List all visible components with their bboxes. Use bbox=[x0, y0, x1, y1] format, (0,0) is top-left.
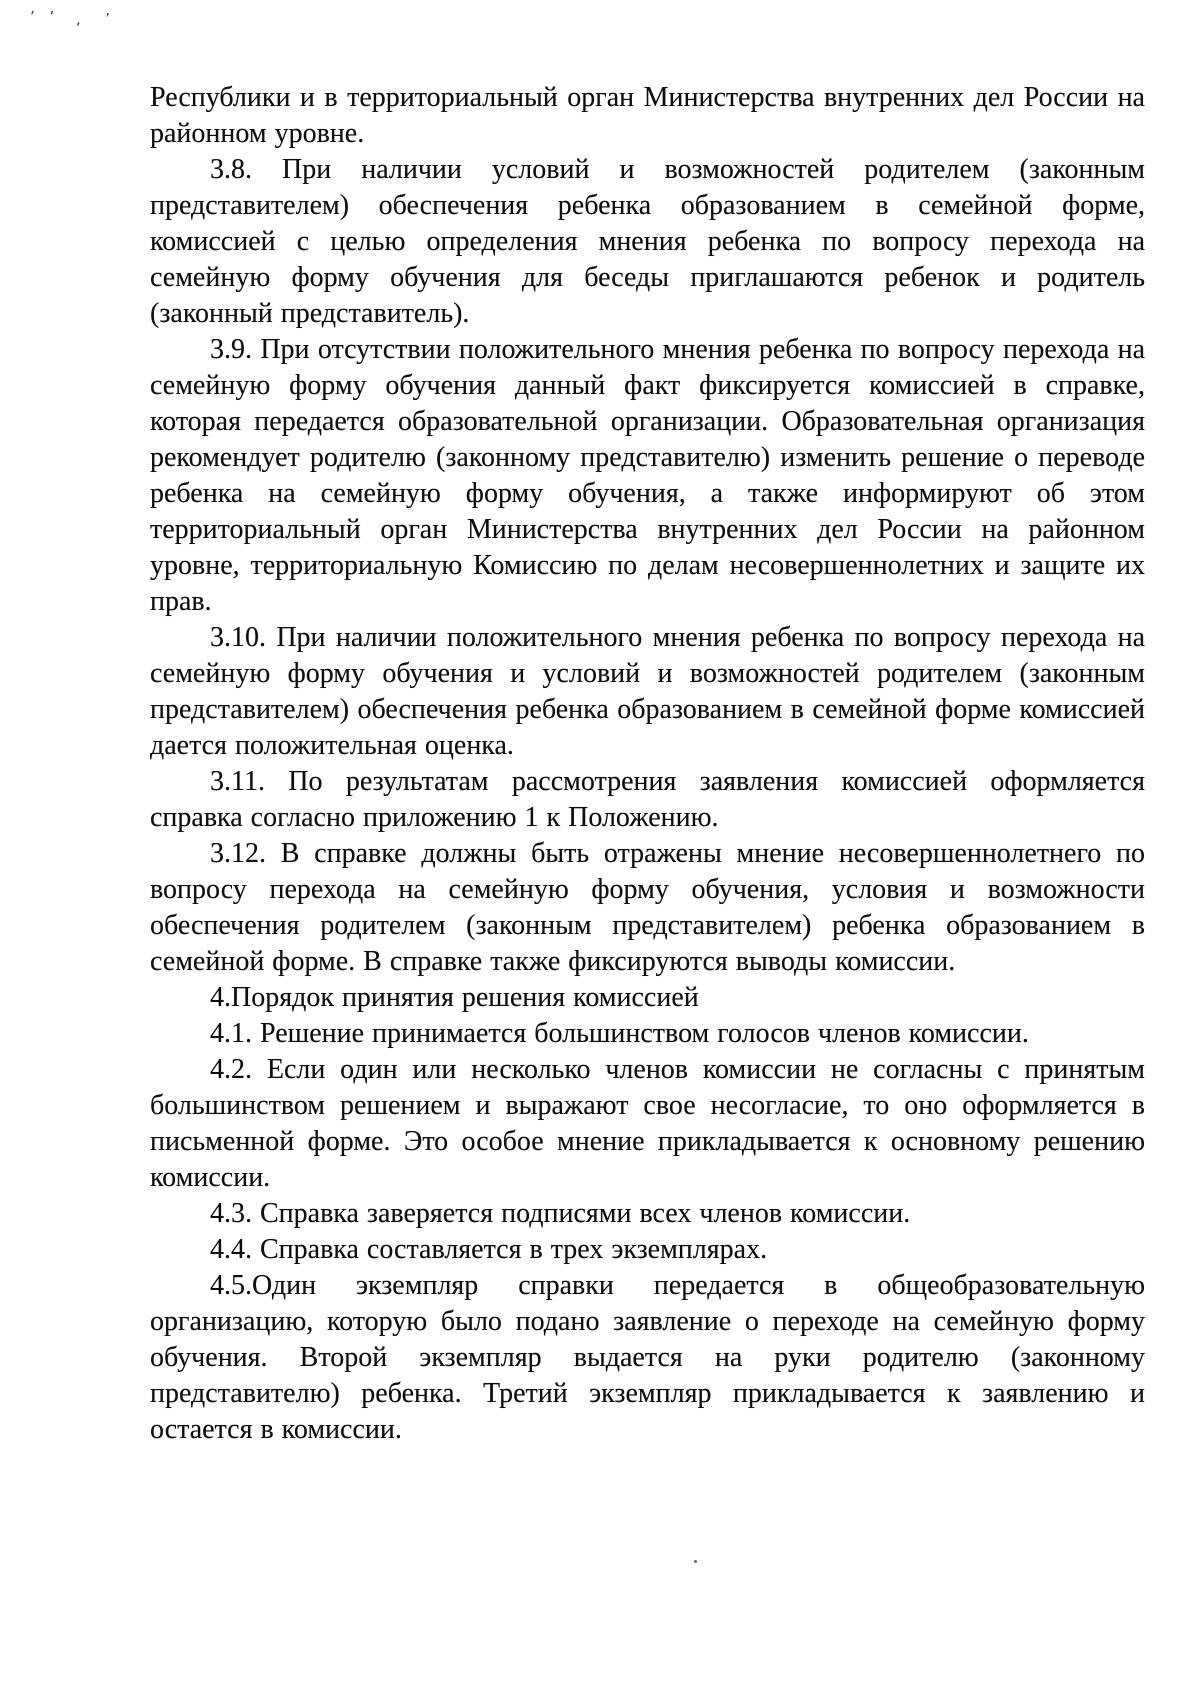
paragraph-3-11: 3.11. По результатам рассмотрения заявления комиссией оформляется справка согласно приложению 1 к Положению. bbox=[150, 766, 1145, 833]
paragraph-3-9: 3.9. При отсутствии положительного мнения ребенка по вопросу перехода на семейную форму обучения данный факт фиксируется комиссией в справке, которая передается образовательной организации. Образовательная организация рекомендует родителю (законному представителю) изменить решение о переводе ребенка на семейную форму обучения, а также информируют об этом территориальный орган Министерства внутренних дел России на районном уровне, территориальную Комиссию по делам несовершеннолетних и защите их прав. bbox=[150, 334, 1145, 617]
paragraph-4-2: 4.2. Если один или несколько членов комиссии не согласны с принятым большинством решением и выражают свое несогласие, то оно оформляется в письменной форме. Это особое мнение прикладывается к основному решению комиссии. bbox=[150, 1054, 1145, 1193]
paragraph-4-1: 4.1. Решение принимается большинством голосов членов комиссии. bbox=[210, 1018, 1029, 1049]
document-body bbox=[150, 80, 1145, 1448]
scan-artifact-mark-1: ’ ’ bbox=[30, 8, 60, 26]
paragraph-3-8: 3.8. При наличии условий и возможностей родителем (законным представителем) обеспечения ребенка образованием в семейной форме, комиссией с целью определения мнения ребенка по вопросу перехода на семейную форму обучения для беседы приглашаются ребенок и родитель (законный представитель). bbox=[150, 154, 1145, 329]
scan-speck bbox=[694, 1560, 697, 1563]
paragraph-4-3: 4.3. Справка заверяется подписями всех членов комиссии. bbox=[210, 1198, 911, 1229]
paragraph-4-heading: 4.Порядок принятия решения комиссией bbox=[210, 982, 699, 1013]
paragraph-3-10: 3.10. При наличии положительного мнения ребенка по вопросу перехода на семейную форму обучения и условий и возможностей родителем (законным представителем) обеспечения ребенка образованием в семейной форме комиссией дается положительная оценка. bbox=[150, 622, 1145, 761]
paragraph-continuation: Республики и в территориальный орган Министерства внутренних дел России на районном уровне. bbox=[150, 82, 1145, 149]
paragraph-3-12: 3.12. В справке должны быть отражены мнение несовершеннолетнего по вопросу перехода на семейную форму обучения, условия и возможности обеспечения родителем (законным представителем) ребенка образованием в семейной форме. В справке также фиксируются выводы комиссии. bbox=[150, 838, 1145, 977]
paragraph-4-5: 4.5.Один экземпляр справки передается в общеобразовательную организацию, которую было подано заявление о переходе на семейную форму обучения. Второй экземпляр выдается на руки родителю (законному представителю) ребенка. Третий экземпляр прикладывается к заявлению и остается в комиссии. bbox=[150, 1270, 1145, 1445]
scan-artifact-mark-2: , ’ bbox=[76, 10, 116, 28]
paragraph-4-4: 4.4. Справка составляется в трех экземплярах. bbox=[210, 1234, 768, 1265]
